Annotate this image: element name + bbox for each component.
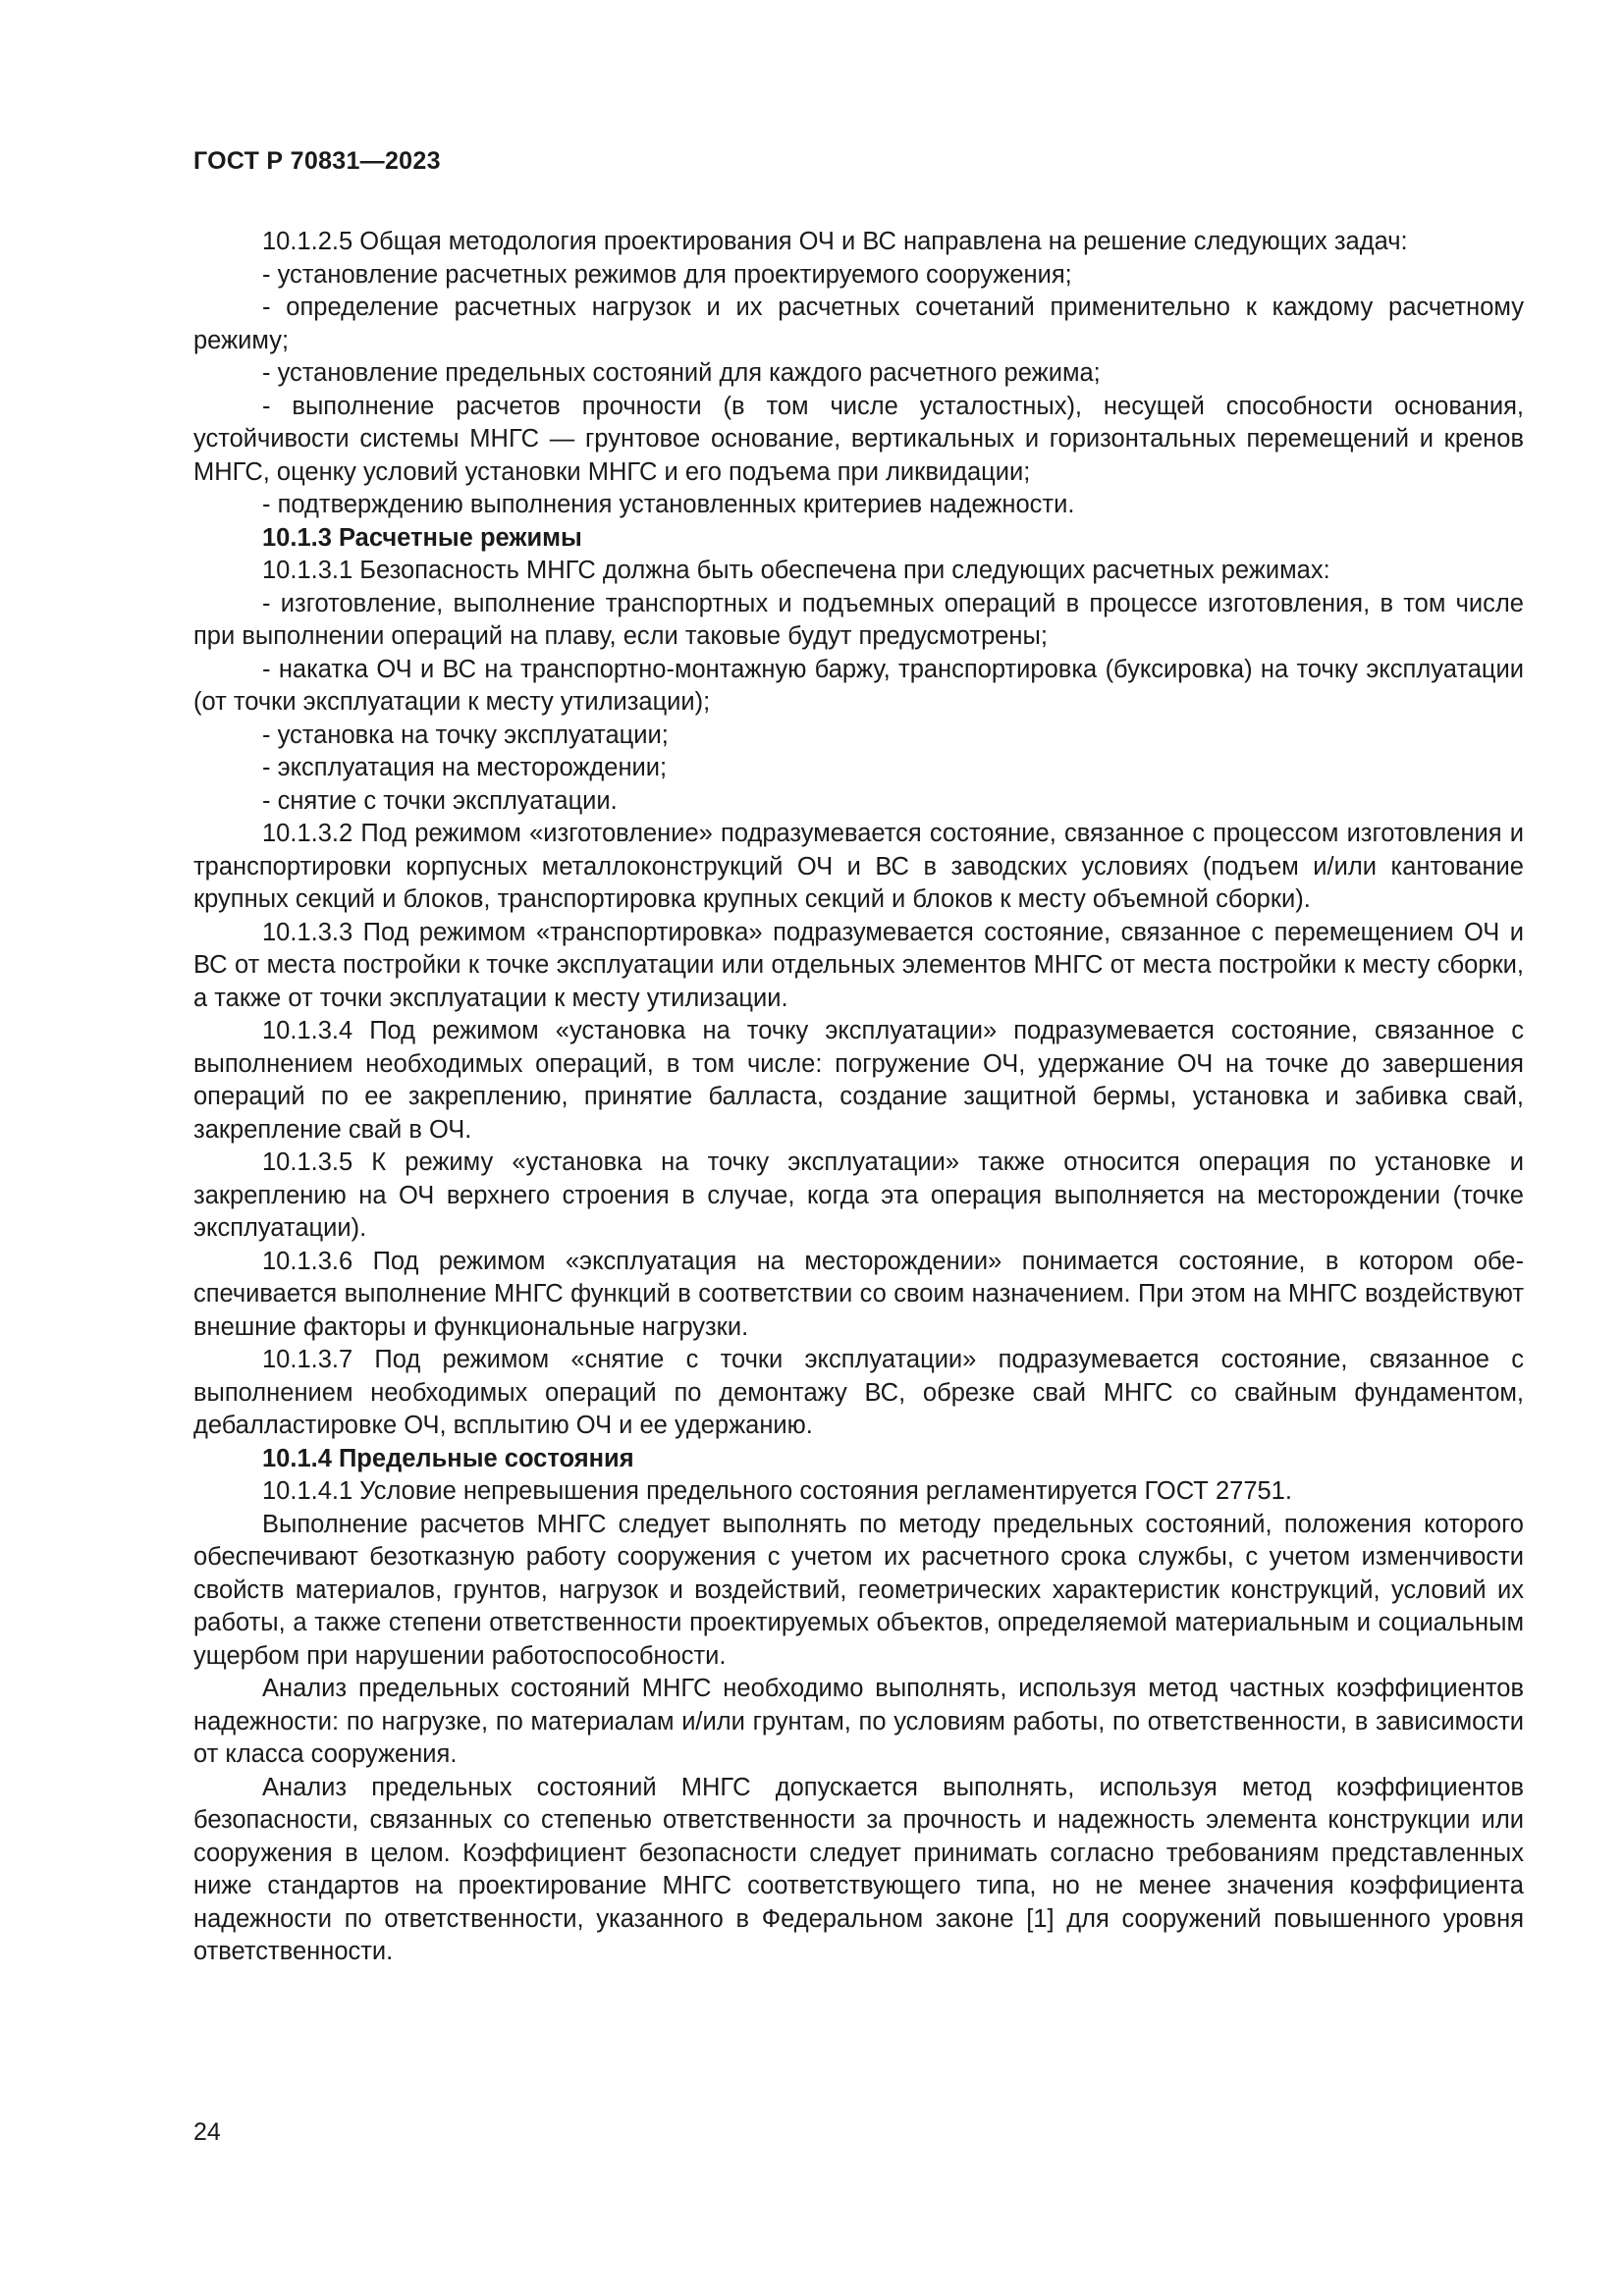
paragraph: Анализ предельных состояний МНГС допускается выполнять, используя метод коэффициентов безопасности, связанных со степенью ответственности за прочность и надежность элемента конструкции или сооружения в целом. Коэффициент безопасности следует принимать согласно требованиям представленных ниже стандартов на проектирование МНГС соответствующего типа, но не менее значения коэффициента надежности по ответственности, указанного в Федеральном законе [1] для сооружений повышенного уровня ответственности. (193, 1773, 1524, 1965)
paragraph: Выполнение расчетов МНГС следует выполнять по методу предельных состояний, положения которого обеспечивают безотказную работу сооружения с учетом их расчетного срока службы, с учетом изменчивости свойств материалов, грунтов, нагрузок и воздействий, геометрических характеристик конструкций, условий их работы, а также степени ответственности проектируемых объектов, определяемой материальным и социальным ущербом при нарушении работоспособности. (193, 1510, 1524, 1670)
paragraph: Анализ предельных состояний МНГС необходимо выполнять, используя метод частных коэффициентов надежности: по нагрузке, по материалам и/или грунтам, по условиям работы, по ответственности, в зависимости от класса сооружения. (193, 1675, 1524, 1768)
paragraph: 10.1.3.1 Безопасность МНГС должна быть обеспечена при следующих расчетных режимах: (262, 557, 1330, 584)
document-body (193, 226, 1524, 1969)
section-heading: 10.1.3 Расчетные режимы (262, 523, 582, 552)
paragraph: 10.1.3.2 Под режимом «изготовление» подразумевается состояние, связанное с процессом изготовления и транспортировки корпусных металлоконструкций ОЧ и ВС в заводских условиях (подъем и/или кантование крупных секций и блоков, транспортировка крупных секций и блоков к месту объемной сборки). (193, 820, 1524, 913)
paragraph: - установление предельных состояний для каждого расчетного режима; (262, 359, 1101, 387)
document-header: ГОСТ Р 70831—2023 (193, 147, 441, 175)
paragraph: - подтверждению выполнения установленных критериев надежности. (262, 491, 1075, 518)
paragraph: 10.1.3.7 Под режимом «снятие с точки эксплуатации» подразумевается состояние, связанное с выполнением необходимых операций по демонтажу ВС, обрезке свай МНГС со свайным фундаментом, дебалластировке ОЧ, всплытию ОЧ и ее удержанию. (193, 1346, 1524, 1439)
paragraph: - изготовление, выполнение транспортных и подъемных операций в процессе изготовления, в том числе при выполнении операций на плаву, если таковые будут предусмотрены; (193, 589, 1524, 650)
section-heading: 10.1.4 Предельные состояния (262, 1444, 634, 1472)
paragraph: 10.1.4.1 Условие непревышения предельного состояния регламентируется ГОСТ 27751. (262, 1477, 1292, 1505)
paragraph: - выполнение расчетов прочности (в том числе усталостных), несущей способности основания, устойчивости системы МНГС — грунтовое основание, вертикальных и горизонтальных перемещений и кренов МНГС, оценку условий установки МНГС и его подъема при ликвидации; (193, 392, 1524, 486)
paragraph: 10.1.3.3 Под режимом «транспортировка» подразумевается состояние, связанное с перемещением ОЧ и ВС от места постройки к точке эксплуатации или отдельных элементов МНГС от места постройки к месту сборки, а также от точки эксплуатации к месту утилизации. (193, 918, 1524, 1012)
paragraph: - накатка ОЧ и ВС на транспортно-монтажную баржу, транспортировка (буксировка) на точку эксплуатации (от точки эксплуатации к месту утилизации); (193, 655, 1524, 716)
paragraph: 10.1.3.6 Под режимом «эксплуатация на месторождении» понимается состояние, в котором обеспечивается выполнение МНГС функций в соответствии со своим назначением. При этом на МНГС воздействуют внешние факторы и функциональные нагрузки. (193, 1247, 1524, 1341)
paragraph: 10.1.2.5 Общая методология проектирования ОЧ и ВС направлена на решение следующих задач: (262, 228, 1408, 255)
paragraph: - установка на точку эксплуатации; (262, 721, 669, 749)
paragraph: - определение расчетных нагрузок и их расчетных сочетаний применительно к каждому расчетному режиму; (193, 294, 1524, 354)
paragraph: 10.1.3.4 Под режимом «установка на точку эксплуатации» подразумевается состояние, связанное с выполнением необходимых операций, в том числе: погружение ОЧ, удержание ОЧ на точке до завершения операций по ее закреплению, принятие балласта, создание защитной бермы, установка и забивка свай, закрепление свай в ОЧ. (193, 1017, 1524, 1144)
paragraph: - установление расчетных режимов для проектируемого сооружения; (262, 260, 1072, 289)
page-number: 24 (193, 2118, 221, 2146)
paragraph: - эксплуатация на месторождении; (262, 754, 668, 781)
paragraph: 10.1.3.5 К режиму «установка на точку эксплуатации» также относится операция по установке и закреплению на ОЧ верхнего строения в случае, когда эта операция выполняется на месторождении (точке эксплуатации). (193, 1148, 1524, 1242)
paragraph: - снятие с точки эксплуатации. (262, 786, 618, 815)
